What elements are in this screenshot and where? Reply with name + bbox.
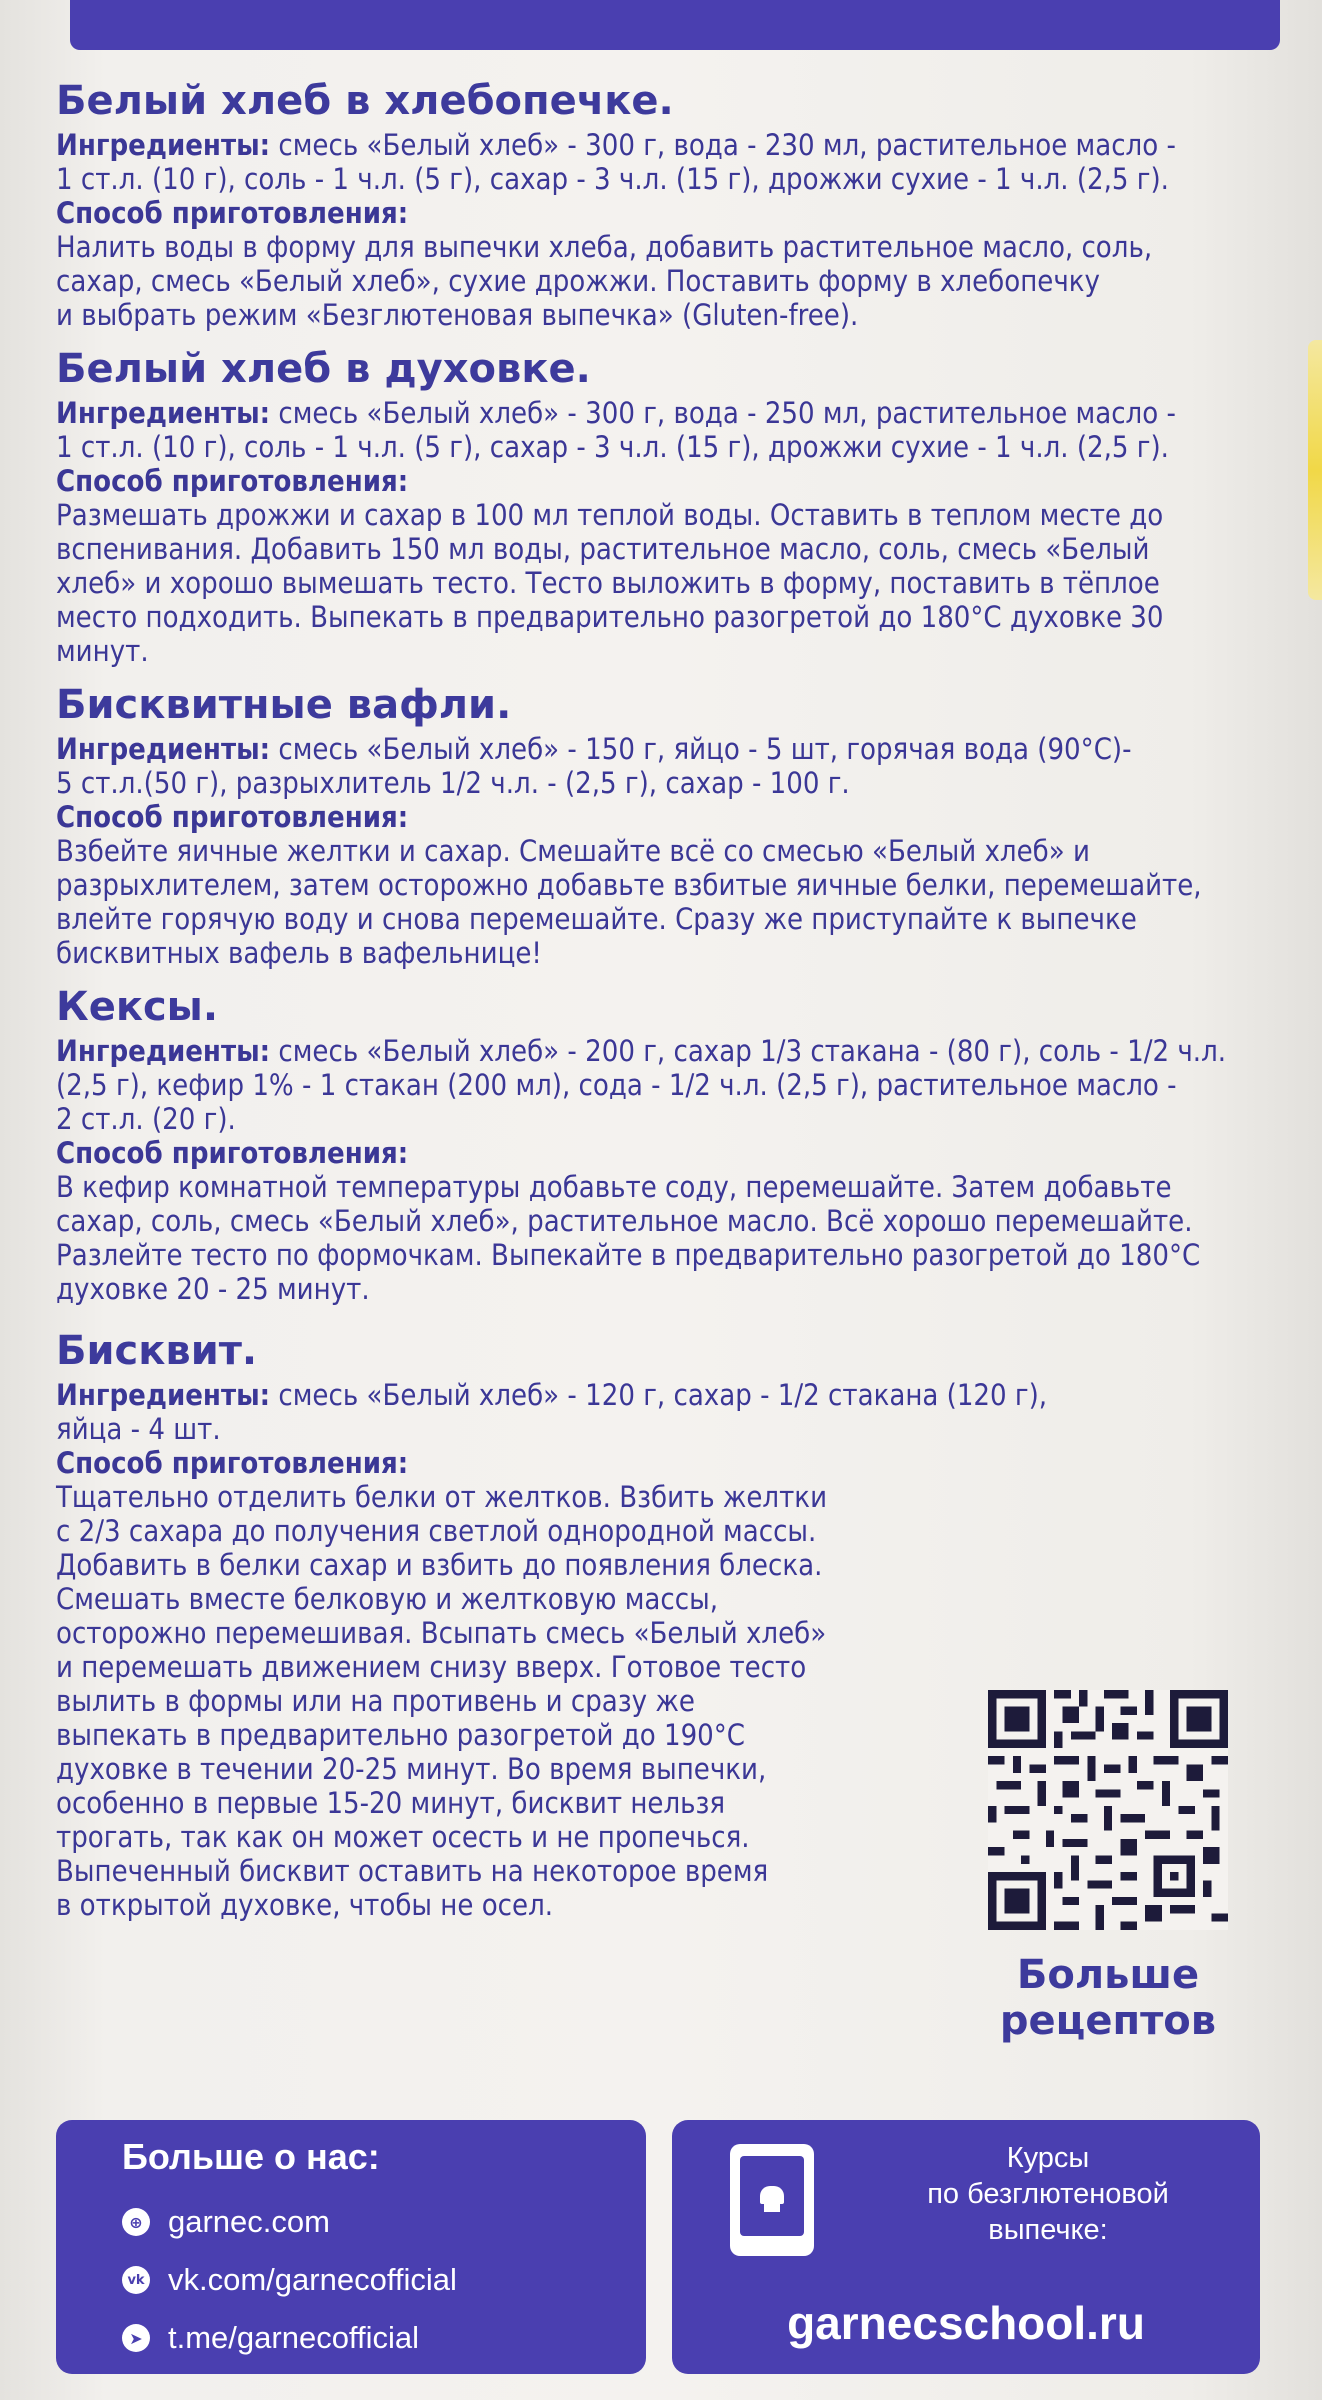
- link-text[interactable]: garnec.com: [168, 2204, 330, 2239]
- method-line: Добавить в белки сахар и взбить до появления блеска.: [56, 1548, 823, 1582]
- method-label: Способ приготовления:: [56, 800, 409, 834]
- about-title: Больше о нас:: [122, 2136, 380, 2177]
- more-recipes-caption: [978, 1952, 1238, 2044]
- caption-line: рецептов: [999, 1998, 1217, 2044]
- method-line: Налить воды в форму для выпечки хлеба, добавить растительное масло, соль,: [56, 230, 1153, 264]
- recipe-title: Белый хлеб в хлебопечке.: [56, 78, 674, 124]
- method-line: разрыхлителем, затем осторожно добавьте взбитые яичные белки, перемешайте,: [56, 868, 1202, 902]
- method-line: Тщательно отделить белки от желтков. Взбить желтки: [56, 1480, 828, 1514]
- courses-text: [868, 2140, 1228, 2248]
- link-website[interactable]: [122, 2200, 330, 2244]
- method-line: осторожно перемешивая. Всыпать смесь «Белый хлеб»: [56, 1616, 827, 1650]
- ingredients-label: Ингредиенты:: [56, 1378, 271, 1412]
- method-line: выпекать в предварительно разогретой до 190°С: [56, 1718, 746, 1752]
- top-band: [70, 0, 1280, 50]
- method-line: духовке в течении 20-25 минут. Во время выпечки,: [56, 1752, 767, 1786]
- link-text[interactable]: vk.com/garnecofficial: [168, 2262, 457, 2297]
- method-line: В кефир комнатной температуры добавьте соду, перемешайте. Затем добавьте: [56, 1170, 1172, 1204]
- recipe-title: Бисквит.: [56, 1328, 258, 1374]
- method-line: в открытой духовке, чтобы не осел.: [56, 1888, 554, 1922]
- recipes-list: [56, 78, 1296, 1936]
- ingredients-label: Ингредиенты:: [56, 732, 271, 766]
- link-text[interactable]: t.me/garnecofficial: [168, 2320, 419, 2355]
- ingredients-line: [56, 128, 1296, 162]
- method-text-block: [56, 1480, 976, 1922]
- ingredients-line: 1 ст.л. (10 г), соль - 1 ч.л. (5 г), сахар - 3 ч.л. (15 г), дрожжи сухие - 1 ч.л. (2,5 г).: [56, 430, 1169, 464]
- method-line: трогать, так как он может осесть и не пропечься.: [56, 1820, 750, 1854]
- method-line: Разлейте тесто по формочкам. Выпекайте в предварительно разогретой до 180°С: [56, 1238, 1201, 1272]
- method-line: Смешать вместе белковую и желтковую массы,: [56, 1582, 718, 1616]
- method-line: особенно в первые 15-20 минут, бисквит нельзя: [56, 1786, 726, 1820]
- ingredients-line: [56, 732, 1296, 766]
- ingredients-text: смесь «Белый хлеб» - 120 г, сахар - 1/2 стакана (120 г),: [278, 1378, 1048, 1412]
- caption-line: Больше: [1016, 1952, 1200, 1998]
- recipe-title: Кексы.: [56, 984, 219, 1030]
- method-line: место подходить. Выпекать в предварительно разогретой до 180°С духовке 30: [56, 600, 1164, 634]
- telegram-icon: ➤: [122, 2324, 150, 2352]
- school-panel[interactable]: [672, 2120, 1260, 2374]
- ingredients-line: яйца - 4 шт.: [56, 1412, 221, 1446]
- link-vk[interactable]: [122, 2258, 457, 2302]
- recipe-title: Бисквитные вафли.: [56, 682, 512, 728]
- method-line: минут.: [56, 634, 149, 668]
- method-line: влейте горячую воду и снова перемешайте. Сразу же приступайте к выпечке: [56, 902, 1137, 936]
- ingredients-label: Ингредиенты:: [56, 128, 271, 162]
- method-line: Взбейте яичные желтки и сахар. Смешайте всё со смесью «Белый хлеб» и: [56, 834, 1090, 868]
- method-line: и выбрать режим «Безглютеновая выпечка» (Gluten-free).: [56, 298, 859, 332]
- ingredients-text: смесь «Белый хлеб» - 150 г, яйцо - 5 шт, горячая вода (90°С)-: [278, 732, 1132, 766]
- method-line: сахар, соль, смесь «Белый хлеб», растительное масло. Всё хорошо перемешайте.: [56, 1204, 1193, 1238]
- link-telegram[interactable]: [122, 2316, 419, 2360]
- method-label: Способ приготовления:: [56, 1136, 409, 1170]
- ingredients-text: смесь «Белый хлеб» - 300 г, вода - 230 мл, растительное масло -: [278, 128, 1176, 162]
- method-line: хлеб» и хорошо вымешать тесто. Тесто выложить в форму, поставить в тёплое: [56, 566, 1160, 600]
- recipe-oven-bread: [56, 346, 1296, 668]
- method-line: вспенивания. Добавить 150 мл воды, растительное масло, соль, смесь «Белый: [56, 532, 1150, 566]
- ingredients-line: (2,5 г), кефир 1% - 1 стакан (200 мл), сода - 1/2 ч.л. (2,5 г), растительное масло -: [56, 1068, 1177, 1102]
- qr-code-icon[interactable]: [988, 1690, 1228, 1930]
- ingredients-line: [56, 1034, 1296, 1068]
- method-line: вылить в формы или на противень и сразу же: [56, 1684, 695, 1718]
- courses-line: по безглютеновой: [927, 2178, 1169, 2210]
- ingredients-label: Ингредиенты:: [56, 396, 271, 430]
- school-url[interactable]: garnecschool.ru: [787, 2297, 1145, 2349]
- method-label: Способ приготовления:: [56, 196, 409, 230]
- about-panel: [56, 2120, 646, 2374]
- method-line: Размешать дрожжи и сахар в 100 мл теплой воды. Оставить в теплом месте до: [56, 498, 1164, 532]
- ingredients-line: 5 ст.л.(50 г), разрыхлитель 1/2 ч.л. - (2,5 г), сахар - 100 г.: [56, 766, 850, 800]
- method-label: Способ приготовления:: [56, 464, 409, 498]
- method-line: с 2/3 сахара до получения светлой однородной массы.: [56, 1514, 817, 1548]
- ingredients-line: 2 ст.л. (20 г).: [56, 1102, 236, 1136]
- globe-icon: ⊕: [122, 2208, 150, 2236]
- method-label: Способ приготовления:: [56, 1446, 409, 1480]
- method-line: духовке 20 - 25 минут.: [56, 1272, 370, 1306]
- method-line: Выпеченный бисквит оставить на некоторое время: [56, 1854, 769, 1888]
- method-line: сахар, смесь «Белый хлеб», сухие дрожжи. Поставить форму в хлебопечку: [56, 264, 1100, 298]
- method-line: и перемешать движением снизу вверх. Готовое тесто: [56, 1650, 807, 1684]
- ingredients-text: смесь «Белый хлеб» - 300 г, вода - 250 мл, растительное масло -: [278, 396, 1176, 430]
- method-line: бисквитных вафель в вафельнице!: [56, 936, 542, 970]
- courses-line: Курсы: [1006, 2142, 1090, 2174]
- ingredients-line: [56, 396, 1296, 430]
- recipe-cupcakes: [56, 984, 1296, 1306]
- cookbook-icon: [730, 2144, 814, 2256]
- side-edge-yellow: [1308, 340, 1322, 600]
- ingredients-text: смесь «Белый хлеб» - 200 г, сахар 1/3 стакана - (80 г), соль - 1/2 ч.л.: [278, 1034, 1227, 1068]
- recipe-bread-machine: [56, 78, 1296, 332]
- recipe-waffles: [56, 682, 1296, 970]
- more-recipes-qr[interactable]: [978, 1690, 1266, 2044]
- recipe-title: Белый хлеб в духовке.: [56, 346, 591, 392]
- ingredients-line: 1 ст.л. (10 г), соль - 1 ч.л. (5 г), сахар - 3 ч.л. (15 г), дрожжи сухие - 1 ч.л. (2,5 г).: [56, 162, 1169, 196]
- courses-line: выпечке:: [988, 2214, 1108, 2246]
- vk-icon: vk: [122, 2266, 150, 2294]
- ingredients-label: Ингредиенты:: [56, 1034, 271, 1068]
- ingredients-line: [56, 1378, 1296, 1412]
